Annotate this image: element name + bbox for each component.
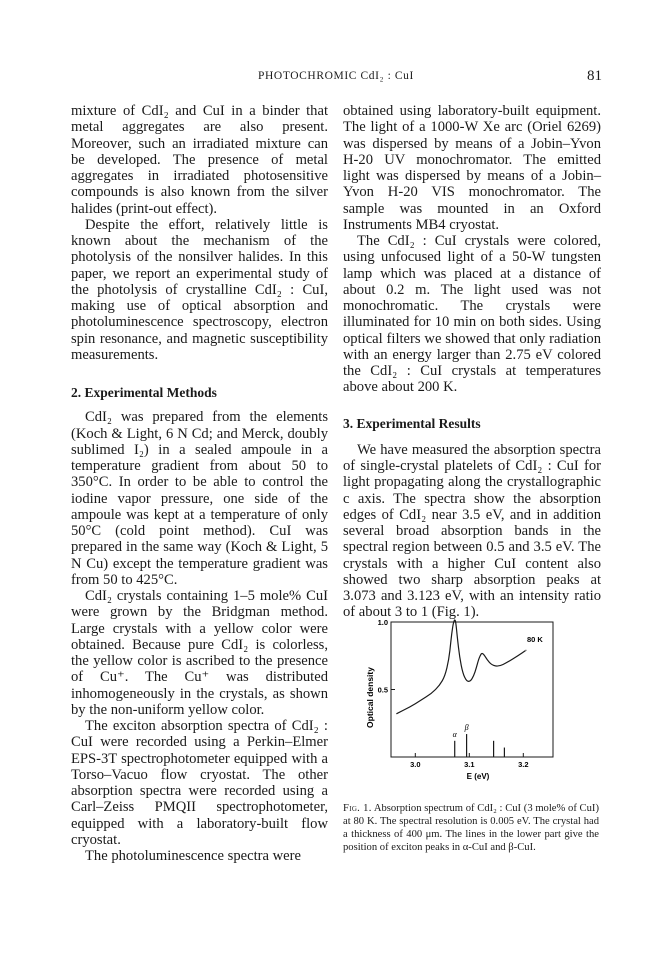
- running-head: PHOTOCHROMIC CdI₂ : CuI: [258, 70, 414, 82]
- exciton-marker-label: α: [452, 729, 457, 739]
- paragraph: The exciton absorption spectra of CdI₂ : CuI were recorded using a Perkin–Elmer EPS-3T spectrophotometer equipped with a Torso–Vacuo flow cryostat. The other absorption spectra were recorded using a Carl–Zeiss PMQII spectrophotometer, equipped with a laboratory-built flow cryostat.: [71, 718, 328, 848]
- section-heading: 2. Experimental Methods: [71, 385, 217, 400]
- paragraph: The photoluminescence spectra were: [85, 848, 301, 864]
- figure-1: [343, 612, 601, 872]
- y-axis-label: Optical density: [365, 667, 375, 728]
- x-tick-label: 3.1: [464, 760, 475, 769]
- caption-text: Absorption spectrum of CdI₂ : CuI (3 mole% of CuI) at 80 K. The spectral resolution is 0.005 eV. The crystal had a thickness of 400 μm. The lines in the lower part give the position of exciton peaks in α-CuI and β-CuI.: [343, 803, 599, 853]
- right-column: [343, 103, 601, 621]
- caption-label: Fig. 1.: [343, 803, 372, 814]
- x-tick-label: 3.0: [410, 760, 421, 769]
- left-column: [71, 103, 328, 864]
- page-number: 81: [587, 68, 602, 84]
- page-header: [0, 68, 672, 88]
- x-tick-label: 3.2: [518, 760, 529, 769]
- paragraph: Despite the effort, relatively little is known about the mechanism of the photolysis of the nonsilver halides. In this paper, we report an experimental study of the photolysis of crystalline CdI₂ : CuI, making use of optical absorption and photoluminescence spectroscopy, electron spin resonance, and magnetic susceptibility measurements.: [71, 216, 328, 363]
- exciton-marker-label: β: [464, 723, 469, 733]
- temperature-annotation: 80 K: [527, 635, 543, 644]
- series-line: [396, 620, 526, 714]
- y-tick-label: 0.5: [377, 685, 388, 695]
- y-tick-label: 1.0: [377, 618, 388, 627]
- paragraph: We have measured the absorption spectra of single-crystal platelets of CdI₂ : CuI for light propagating along the crystallographic c axis. The spectra show the absorption edges of CdI₂ near 3.5 eV, and in addition several broad absorption bands in the spectral region between 0.5 and 3.5 eV. The crystals with a higher CuI content also showed two sharp absorption peaks at 3.073 and 3.123 eV, with an intensity ratio of about 3 to 1 (Fig. 1).: [343, 441, 601, 621]
- section-heading: 3. Experimental Results: [343, 415, 481, 431]
- figure-caption: [343, 802, 599, 854]
- paragraph: obtained using laboratory-built equipment. The light of a 1000-W Xe arc (Oriel 6269) was dispersed by means of a Jobin–Yvon H-20 UV monochromator. The emitted light was dispersed by means of a Jobin–Yvon H-20 VIS monochromator. The sample was mounted in an Oxford Instruments MB4 cryostat.: [343, 103, 601, 233]
- x-axis-label: E (eV): [466, 772, 490, 781]
- paragraph: The CdI₂ : CuI crystals were colored, using unfocused light of a 50-W tungsten lamp which was placed at a distance of about 0.2 m. The light used was not monochromatic. The crystals were illuminated for 10 min on both sides. Using optical filters we showed that only radiation with an energy larger than 2.75 eV colored the CdI₂ : CuI crystals at temperatures above about 200 K.: [343, 233, 601, 396]
- paragraph: CdI₂ crystals containing 1–5 mole% CuI were grown by the Bridgman method. Large crystals with a yellow color were obtained. Because pure CdI₂ is colorless, the yellow color is ascribed to the presence of Cu⁺. The Cu⁺ was distributed inhomogeneously in the crystals, as shown by the non-uniform yellow color.: [71, 588, 328, 718]
- absorption-chart: [343, 612, 601, 797]
- paragraph: CdI₂ was prepared from the elements (Koch & Light, 6 N Cd; and Merck, doubly sublimed I₂) in a sealed ampoule in a temperature gradient from about 50 to 350°C. In order to be able to control the iodine vapor pressure, one side of the ampoule was kept at a temperature of only 50°C (cold point method). CuI was prepared in the same way (Koch & Light, 5 N Cu) except the temperature gradient was from 50 to 425°C.: [71, 409, 328, 588]
- paragraph: mixture of CdI₂ and CuI in a binder that metal aggregates are also present. Moreover, such an irradiated mixture can be developed. The presence of metal aggregates in irradiated photosensitive compounds is also known from the silver halides (print-out effect).: [71, 103, 328, 217]
